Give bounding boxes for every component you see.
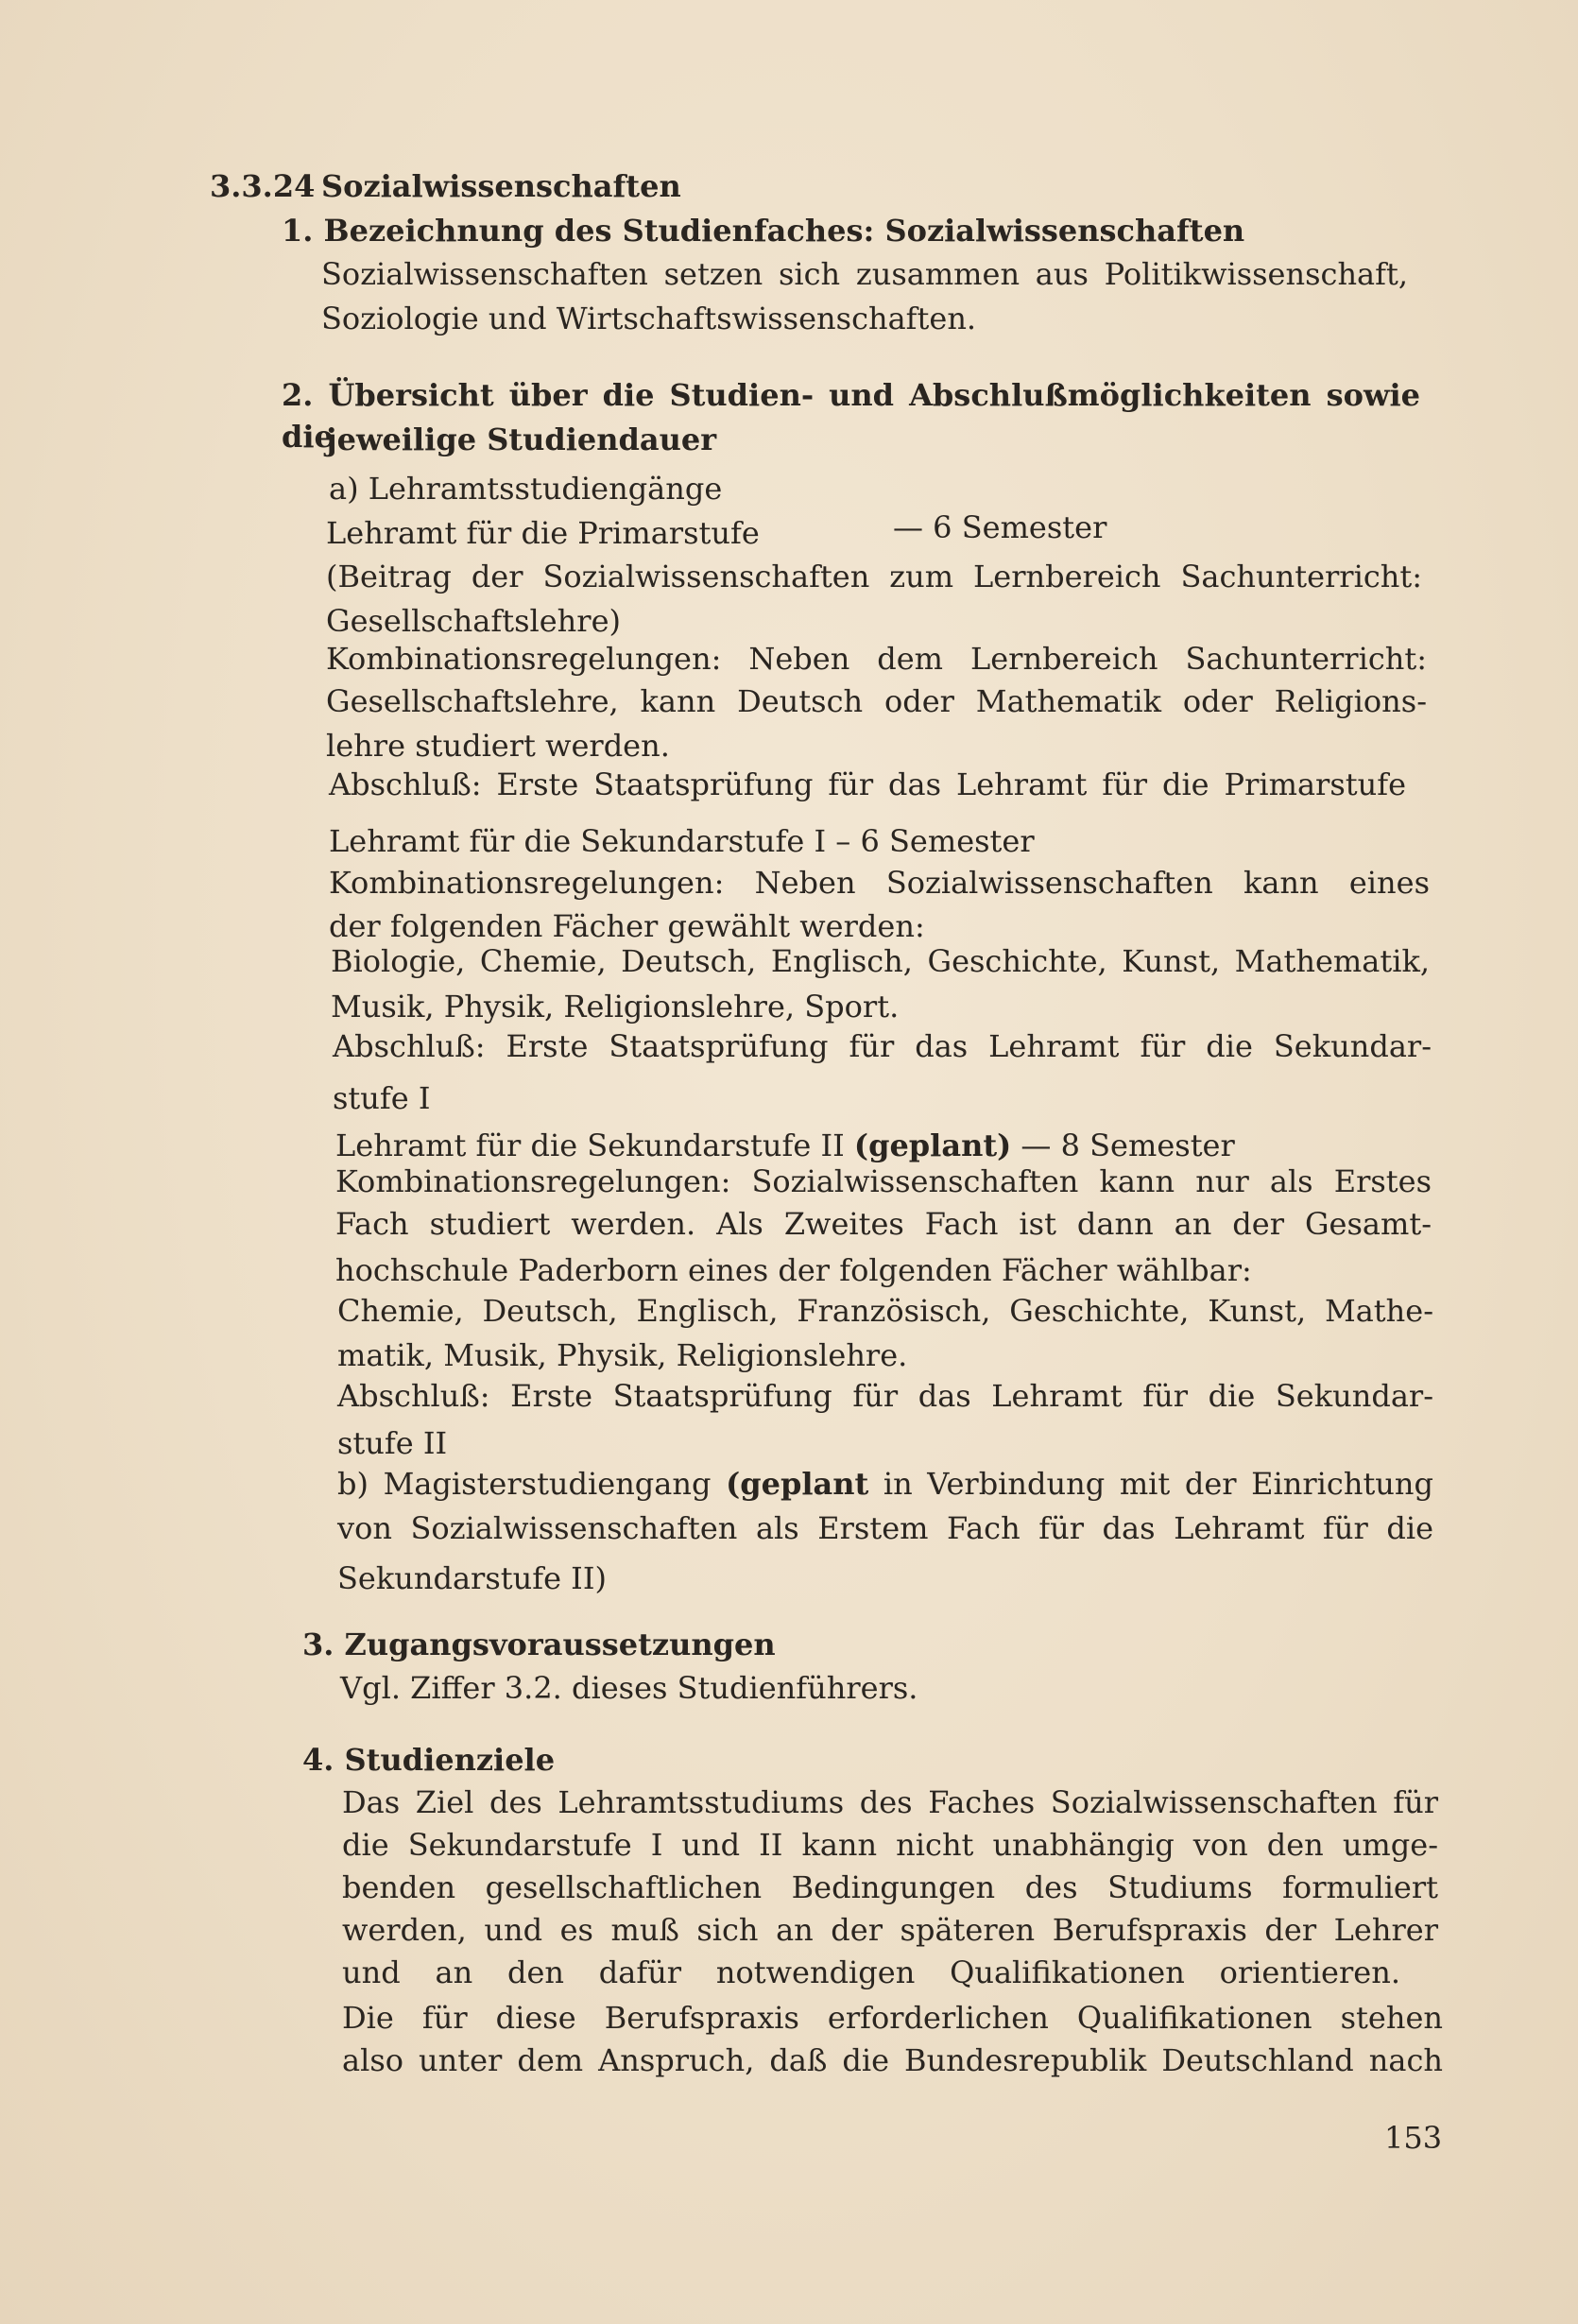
primar-line-3: Kombinationsregelungen: Neben dem Lernbereich Sachunterricht: <box>326 641 1427 677</box>
b-line-2: Sekundarstufe II) <box>337 1560 607 1596</box>
s4-line-5: und an den dafür notwendigen Qualifikationen orientieren. <box>342 1954 1400 1990</box>
primar-label: Lehramt für die Primarstufe <box>326 515 760 551</box>
section-title: Sozialwissenschaften <box>321 168 681 204</box>
s3-heading: 3. Zugangsvoraussetzungen <box>302 1627 776 1662</box>
s2-heading-line-1: 2. Übersicht über die Studien- und Abschlußmöglichkeiten sowie die <box>282 377 1420 455</box>
sek2-line-3: hochschule Paderborn eines der folgenden Fächer wählbar: <box>335 1252 1252 1288</box>
s4-line-1: Das Ziel des Lehramtsstudiums des Faches Sozialwissenschaften für <box>342 1784 1438 1820</box>
primar-line-6: Abschluß: Erste Staatsprüfung für das Lehramt für die Primarstufe <box>329 766 1406 802</box>
s1-heading: 1. Bezeichnung des Studienfaches: Sozialwissenschaften <box>282 213 1245 249</box>
s2-heading-line-2: jeweilige Studiendauer <box>326 422 717 457</box>
s4-line-6: Die für diese Berufspraxis erforderlichen Qualifikationen stehen <box>342 2000 1443 2036</box>
sek2-title-text: Lehramt für die Sekundarstufe II <box>335 1128 854 1163</box>
sek1-line-3: der folgenden Fächer gewählt werden: <box>329 908 925 944</box>
sek2-line-1: Kombinationsregelungen: Sozialwissenschaften kann nur als Erstes <box>335 1163 1432 1199</box>
sek1-line-2: Kombinationsregelungen: Neben Sozialwissenschaften kann eines <box>329 865 1430 901</box>
s1-line-1: Sozialwissenschaften setzen sich zusammen aus Politikwissenschaft, <box>321 256 1408 292</box>
s4-line-3: benden gesellschaftlichen Bedingungen des Studiums formuliert <box>342 1869 1438 1905</box>
b-title-rest: in Verbindung mit der Einrichtung <box>868 1466 1434 1502</box>
sek2-line-7: stufe II <box>337 1425 448 1461</box>
b-planned: (geplant <box>726 1466 869 1502</box>
sek2-line-6: Abschluß: Erste Staatsprüfung für das Lehramt für die Sekundar- <box>337 1378 1433 1414</box>
s4-line-2: die Sekundarstufe I und II kann nicht unabhängig von den umge- <box>342 1827 1438 1863</box>
s1-line-2: Soziologie und Wirtschaftswissenschaften. <box>321 301 977 336</box>
s4-line-4: werden, und es muß sich an der späteren Berufspraxis der Lehrer <box>342 1912 1438 1948</box>
b-line-title <box>337 1463 1433 1505</box>
sek2-line-2: Fach studiert werden. Als Zweites Fach ist dann an der Gesamt- <box>335 1206 1432 1242</box>
primar-line-1: (Beitrag der Sozialwissenschaften zum Lernbereich Sachunterricht: <box>326 559 1422 594</box>
primar-line-5: lehre studiert werden. <box>326 728 670 764</box>
section-number: 3.3.24 <box>210 168 316 204</box>
sek2-duration: — 8 Semester <box>1011 1128 1235 1163</box>
s4-line-7: also unter dem Anspruch, daß die Bundesrepublik Deutschland nach <box>342 2042 1443 2078</box>
primar-line-4: Gesellschaftslehre, kann Deutsch oder Mathematik oder Religions- <box>326 683 1427 719</box>
sek2-line-4: Chemie, Deutsch, Englisch, Französisch, Geschichte, Kunst, Mathe- <box>337 1293 1433 1329</box>
s2-a-title: a) Lehramtsstudiengänge <box>329 471 723 507</box>
page-number: 153 <box>1384 2120 1443 2156</box>
sek1-line-5: Musik, Physik, Religionslehre, Sport. <box>331 989 900 1024</box>
primar-duration: — 6 Semester <box>893 509 1107 545</box>
s3-line-1: Vgl. Ziffer 3.2. dieses Studienführers. <box>340 1670 918 1706</box>
primar-line-2: Gesellschaftslehre) <box>326 603 621 639</box>
sek1-line-6: Abschluß: Erste Staatsprüfung für das Lehramt für die Sekundar- <box>333 1028 1432 1064</box>
s4-heading: 4. Studienziele <box>302 1742 556 1778</box>
sek2-line-5: matik, Musik, Physik, Religionslehre. <box>337 1337 908 1373</box>
sek1-line-7: stufe I <box>333 1080 431 1116</box>
b-line-1: von Sozialwissenschaften als Erstem Fach für das Lehramt für die <box>337 1510 1433 1546</box>
b-title-text: b) Magisterstudiengang <box>337 1466 727 1502</box>
sek1-line-4: Biologie, Chemie, Deutsch, Englisch, Geschichte, Kunst, Mathematik, <box>331 943 1430 979</box>
sek1-line-1: Lehramt für die Sekundarstufe I – 6 Semester <box>329 823 1035 859</box>
sek2-planned: (geplant) <box>853 1128 1012 1163</box>
